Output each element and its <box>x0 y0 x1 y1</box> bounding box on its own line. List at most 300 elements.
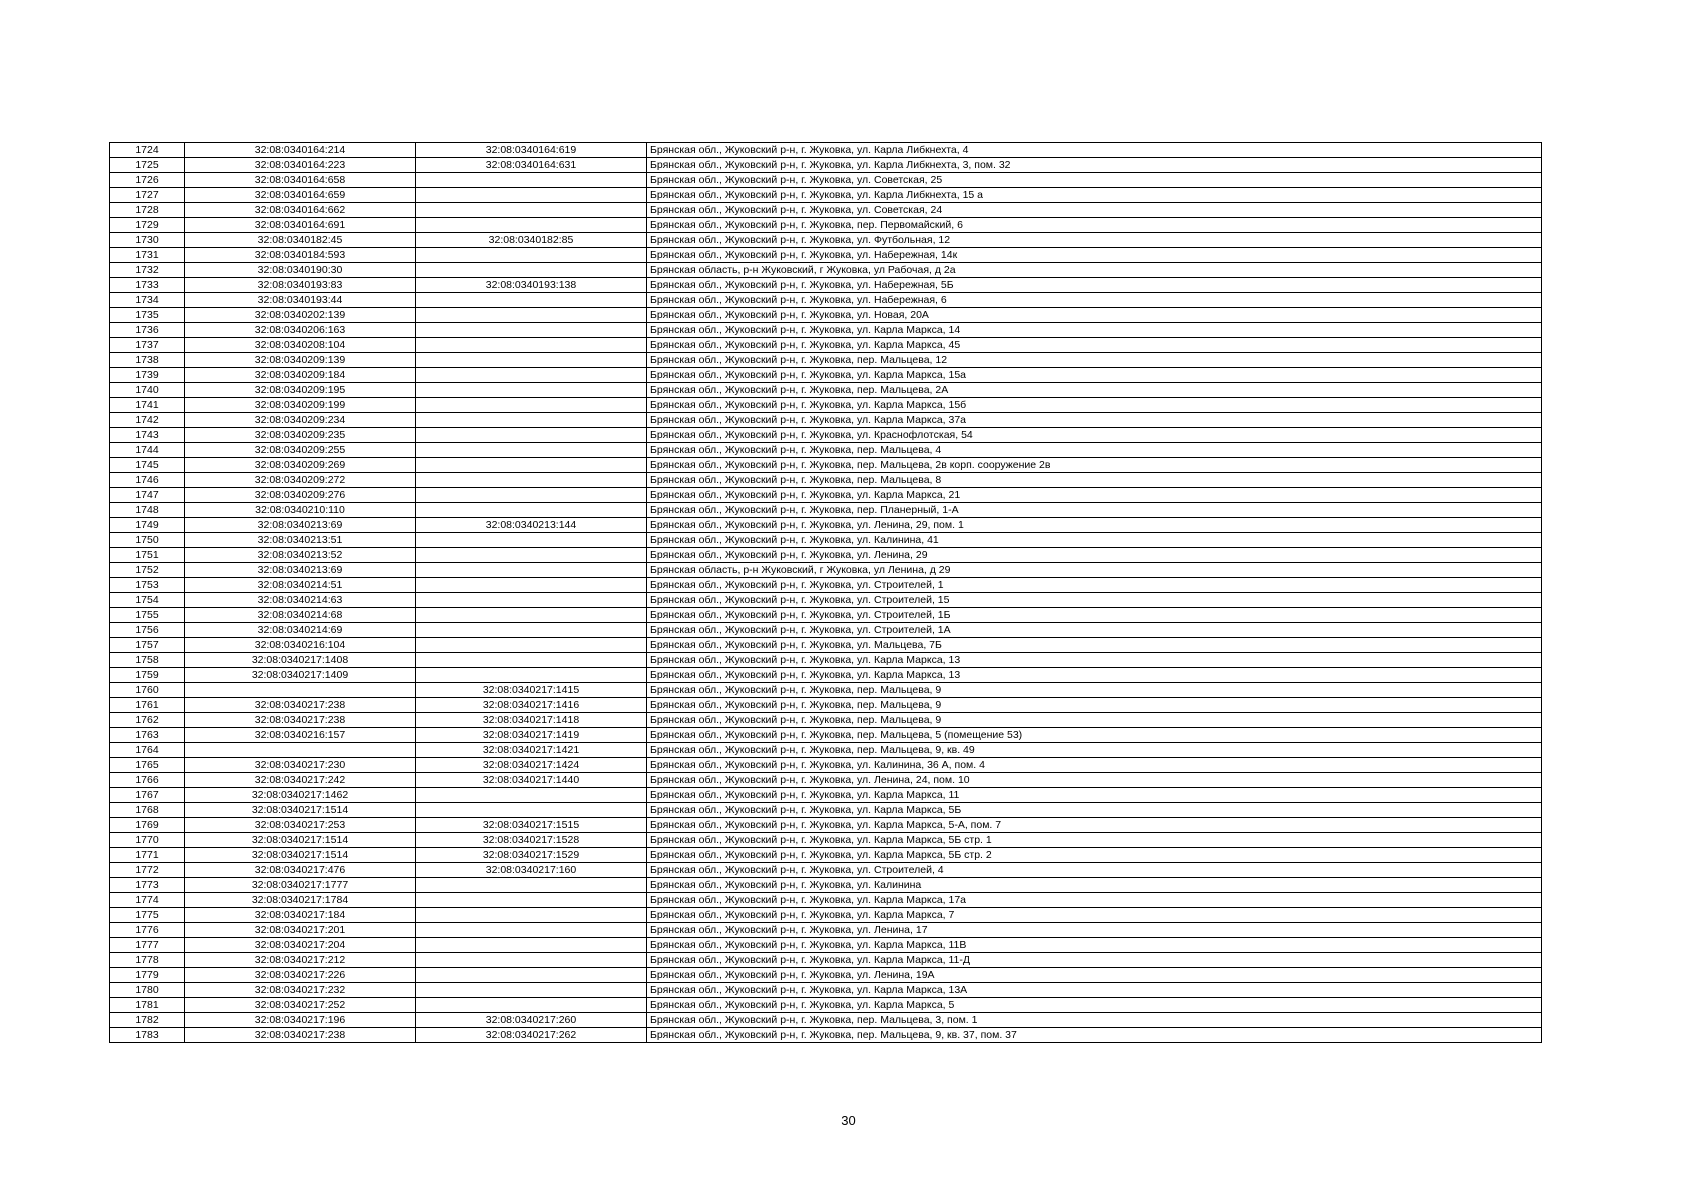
cadastral-number-cell: 32:08:0340164:214 <box>185 143 416 158</box>
table-row <box>110 548 1542 563</box>
row-number-cell: 1748 <box>110 503 185 518</box>
cadastral-number-cell: 32:08:0340209:234 <box>185 413 416 428</box>
cadastral-number-cell: 32:08:0340214:51 <box>185 578 416 593</box>
cadastral-number-cell: 32:08:0340193:83 <box>185 278 416 293</box>
address-cell: Брянская обл., Жуковский р-н, г. Жуковка, ул. Футбольная, 12 <box>647 233 1542 248</box>
object-number-cell: 32:08:0340217:1416 <box>416 698 647 713</box>
row-number-cell: 1768 <box>110 803 185 818</box>
table-row <box>110 1013 1542 1028</box>
row-number-cell: 1744 <box>110 443 185 458</box>
address-cell: Брянская область, р-н Жуковский, г Жуковка, ул Ленина, д 29 <box>647 563 1542 578</box>
object-number-cell <box>416 593 647 608</box>
row-number-cell: 1767 <box>110 788 185 803</box>
object-number-cell: 32:08:0340193:138 <box>416 278 647 293</box>
cadastral-number-cell: 32:08:0340217:238 <box>185 713 416 728</box>
cadastral-number-cell: 32:08:0340206:163 <box>185 323 416 338</box>
object-number-cell <box>416 263 647 278</box>
object-number-cell <box>416 668 647 683</box>
table-row <box>110 158 1542 173</box>
table-row <box>110 323 1542 338</box>
table-row <box>110 173 1542 188</box>
object-number-cell <box>416 413 647 428</box>
object-number-cell: 32:08:0340217:1415 <box>416 683 647 698</box>
table-row <box>110 953 1542 968</box>
row-number-cell: 1771 <box>110 848 185 863</box>
row-number-cell: 1754 <box>110 593 185 608</box>
row-number-cell: 1778 <box>110 953 185 968</box>
row-number-cell: 1755 <box>110 608 185 623</box>
cadastral-number-cell: 32:08:0340184:593 <box>185 248 416 263</box>
row-number-cell: 1766 <box>110 773 185 788</box>
object-number-cell <box>416 938 647 953</box>
table-row <box>110 728 1542 743</box>
object-number-cell <box>416 488 647 503</box>
object-number-cell <box>416 653 647 668</box>
row-number-cell: 1729 <box>110 218 185 233</box>
address-cell: Брянская обл., Жуковский р-н, г. Жуковка, пер. Мальцева, 9, кв. 37, пом. 37 <box>647 1028 1542 1043</box>
table-row <box>110 908 1542 923</box>
object-number-cell <box>416 788 647 803</box>
object-number-cell: 32:08:0340217:1424 <box>416 758 647 773</box>
row-number-cell: 1761 <box>110 698 185 713</box>
cadastral-number-cell <box>185 743 416 758</box>
table-row <box>110 848 1542 863</box>
table-row <box>110 443 1542 458</box>
address-cell: Брянская обл., Жуковский р-н, г. Жуковка, пер. Мальцева, 8 <box>647 473 1542 488</box>
table-row <box>110 188 1542 203</box>
address-cell: Брянская обл., Жуковский р-н, г. Жуковка, ул. Карла Маркса, 15б <box>647 398 1542 413</box>
table-row <box>110 683 1542 698</box>
cadastral-number-cell: 32:08:0340193:44 <box>185 293 416 308</box>
table-row <box>110 758 1542 773</box>
cadastral-number-cell: 32:08:0340209:235 <box>185 428 416 443</box>
object-number-cell <box>416 248 647 263</box>
cadastral-number-cell: 32:08:0340217:242 <box>185 773 416 788</box>
object-number-cell <box>416 293 647 308</box>
table-row <box>110 398 1542 413</box>
row-number-cell: 1769 <box>110 818 185 833</box>
row-number-cell: 1783 <box>110 1028 185 1043</box>
cadastral-number-cell: 32:08:0340213:51 <box>185 533 416 548</box>
table-row <box>110 878 1542 893</box>
address-cell: Брянская обл., Жуковский р-н, г. Жуковка, пер. Мальцева, 12 <box>647 353 1542 368</box>
object-number-cell <box>416 338 647 353</box>
table-row <box>110 308 1542 323</box>
row-number-cell: 1780 <box>110 983 185 998</box>
object-number-cell <box>416 473 647 488</box>
address-cell: Брянская обл., Жуковский р-н, г. Жуковка, ул. Карла Маркса, 37а <box>647 413 1542 428</box>
table-row <box>110 248 1542 263</box>
cadastral-number-cell: 32:08:0340209:255 <box>185 443 416 458</box>
address-cell: Брянская обл., Жуковский р-н, г. Жуковка, ул. Карла Маркса, 21 <box>647 488 1542 503</box>
cadastral-number-cell: 32:08:0340217:476 <box>185 863 416 878</box>
object-number-cell <box>416 398 647 413</box>
address-cell: Брянская обл., Жуковский р-н, г. Жуковка, ул. Ленина, 24, пом. 10 <box>647 773 1542 788</box>
row-number-cell: 1735 <box>110 308 185 323</box>
cadastral-number-cell: 32:08:0340217:238 <box>185 1028 416 1043</box>
address-cell: Брянская обл., Жуковский р-н, г. Жуковка, ул. Строителей, 1 <box>647 578 1542 593</box>
address-cell: Брянская обл., Жуковский р-н, г. Жуковка, ул. Советская, 25 <box>647 173 1542 188</box>
row-number-cell: 1762 <box>110 713 185 728</box>
table-row <box>110 413 1542 428</box>
row-number-cell: 1736 <box>110 323 185 338</box>
address-cell: Брянская обл., Жуковский р-н, г. Жуковка, ул. Карла Маркса, 15а <box>647 368 1542 383</box>
row-number-cell: 1728 <box>110 203 185 218</box>
row-number-cell: 1779 <box>110 968 185 983</box>
row-number-cell: 1739 <box>110 368 185 383</box>
table-row <box>110 143 1542 158</box>
row-number-cell: 1773 <box>110 878 185 893</box>
row-number-cell: 1737 <box>110 338 185 353</box>
row-number-cell: 1726 <box>110 173 185 188</box>
object-number-cell: 32:08:0340217:1515 <box>416 818 647 833</box>
cadastral-number-cell: 32:08:0340217:238 <box>185 698 416 713</box>
address-cell: Брянская обл., Жуковский р-н, г. Жуковка, ул. Калинина <box>647 878 1542 893</box>
row-number-cell: 1757 <box>110 638 185 653</box>
object-number-cell <box>416 608 647 623</box>
table-row <box>110 233 1542 248</box>
address-cell: Брянская обл., Жуковский р-н, г. Жуковка, ул. Ленина, 29, пом. 1 <box>647 518 1542 533</box>
object-number-cell: 32:08:0340217:260 <box>416 1013 647 1028</box>
address-cell: Брянская обл., Жуковский р-н, г. Жуковка, ул. Набережная, 6 <box>647 293 1542 308</box>
registry-table <box>109 142 1542 1043</box>
address-cell: Брянская обл., Жуковский р-н, г. Жуковка, пер. Мальцева, 3, пом. 1 <box>647 1013 1542 1028</box>
object-number-cell: 32:08:0340217:1419 <box>416 728 647 743</box>
object-number-cell <box>416 218 647 233</box>
cadastral-number-cell: 32:08:0340217:253 <box>185 818 416 833</box>
object-number-cell <box>416 458 647 473</box>
cadastral-number-cell: 32:08:0340214:68 <box>185 608 416 623</box>
table-row <box>110 788 1542 803</box>
address-cell: Брянская обл., Жуковский р-н, г. Жуковка, ул. Карла Маркса, 5Б стр. 1 <box>647 833 1542 848</box>
row-number-cell: 1746 <box>110 473 185 488</box>
object-number-cell <box>416 893 647 908</box>
cadastral-number-cell: 32:08:0340217:226 <box>185 968 416 983</box>
object-number-cell <box>416 203 647 218</box>
object-number-cell: 32:08:0340182:85 <box>416 233 647 248</box>
object-number-cell <box>416 308 647 323</box>
address-cell: Брянская обл., Жуковский р-н, г. Жуковка, ул. Карла Маркса, 13 <box>647 668 1542 683</box>
object-number-cell <box>416 983 647 998</box>
address-cell: Брянская обл., Жуковский р-н, г. Жуковка, пер. Первомайский, 6 <box>647 218 1542 233</box>
table-row <box>110 578 1542 593</box>
object-number-cell <box>416 968 647 983</box>
table-row <box>110 818 1542 833</box>
cadastral-number-cell: 32:08:0340210:110 <box>185 503 416 518</box>
cadastral-number-cell: 32:08:0340164:659 <box>185 188 416 203</box>
object-number-cell: 32:08:0340217:1529 <box>416 848 647 863</box>
table-row <box>110 203 1542 218</box>
address-cell: Брянская обл., Жуковский р-н, г. Жуковка, ул. Набережная, 5Б <box>647 278 1542 293</box>
row-number-cell: 1759 <box>110 668 185 683</box>
address-cell: Брянская обл., Жуковский р-н, г. Жуковка, пер. Мальцева, 2в корп. сооружение 2в <box>647 458 1542 473</box>
cadastral-number-cell: 32:08:0340209:276 <box>185 488 416 503</box>
row-number-cell: 1765 <box>110 758 185 773</box>
row-number-cell: 1774 <box>110 893 185 908</box>
address-cell: Брянская обл., Жуковский р-н, г. Жуковка, ул. Карла Либкнехта, 15 а <box>647 188 1542 203</box>
cadastral-number-cell: 32:08:0340213:69 <box>185 518 416 533</box>
row-number-cell: 1742 <box>110 413 185 428</box>
row-number-cell: 1733 <box>110 278 185 293</box>
row-number-cell: 1745 <box>110 458 185 473</box>
table-row <box>110 713 1542 728</box>
cadastral-number-cell: 32:08:0340217:1462 <box>185 788 416 803</box>
cadastral-number-cell: 32:08:0340164:662 <box>185 203 416 218</box>
address-cell: Брянская обл., Жуковский р-н, г. Жуковка, ул. Карла Маркса, 11-Д <box>647 953 1542 968</box>
cadastral-number-cell: 32:08:0340164:691 <box>185 218 416 233</box>
row-number-cell: 1730 <box>110 233 185 248</box>
object-number-cell <box>416 998 647 1013</box>
cadastral-number-cell: 32:08:0340213:69 <box>185 563 416 578</box>
object-number-cell <box>416 638 647 653</box>
table-row <box>110 473 1542 488</box>
table-body <box>110 143 1542 1043</box>
row-number-cell: 1764 <box>110 743 185 758</box>
cadastral-number-cell: 32:08:0340209:269 <box>185 458 416 473</box>
address-cell: Брянская обл., Жуковский р-н, г. Жуковка, ул. Карла Маркса, 45 <box>647 338 1542 353</box>
object-number-cell <box>416 908 647 923</box>
object-number-cell <box>416 578 647 593</box>
row-number-cell: 1753 <box>110 578 185 593</box>
row-number-cell: 1776 <box>110 923 185 938</box>
object-number-cell: 32:08:0340217:262 <box>416 1028 647 1043</box>
row-number-cell: 1725 <box>110 158 185 173</box>
object-number-cell: 32:08:0340164:619 <box>416 143 647 158</box>
table-row <box>110 1028 1542 1043</box>
row-number-cell: 1740 <box>110 383 185 398</box>
table-row <box>110 383 1542 398</box>
table-row <box>110 533 1542 548</box>
object-number-cell <box>416 503 647 518</box>
table-row <box>110 428 1542 443</box>
row-number-cell: 1743 <box>110 428 185 443</box>
address-cell: Брянская обл., Жуковский р-н, г. Жуковка, ул. Карла Либкнехта, 3, пом. 32 <box>647 158 1542 173</box>
cadastral-number-cell: 32:08:0340213:52 <box>185 548 416 563</box>
cadastral-number-cell: 32:08:0340217:1514 <box>185 833 416 848</box>
row-number-cell: 1782 <box>110 1013 185 1028</box>
cadastral-number-cell: 32:08:0340216:157 <box>185 728 416 743</box>
address-cell: Брянская обл., Жуковский р-н, г. Жуковка, пер. Мальцева, 4 <box>647 443 1542 458</box>
object-number-cell: 32:08:0340213:144 <box>416 518 647 533</box>
address-cell: Брянская обл., Жуковский р-н, г. Жуковка, ул. Карла Маркса, 5Б стр. 2 <box>647 848 1542 863</box>
cadastral-number-cell: 32:08:0340217:1408 <box>185 653 416 668</box>
table-row <box>110 293 1542 308</box>
table-row <box>110 743 1542 758</box>
cadastral-number-cell: 32:08:0340217:232 <box>185 983 416 998</box>
object-number-cell <box>416 368 647 383</box>
object-number-cell <box>416 533 647 548</box>
object-number-cell <box>416 188 647 203</box>
address-cell: Брянская обл., Жуковский р-н, г. Жуковка, ул. Ленина, 17 <box>647 923 1542 938</box>
page-number: 30 <box>841 1113 856 1128</box>
address-cell: Брянская обл., Жуковский р-н, г. Жуковка, ул. Ленина, 19А <box>647 968 1542 983</box>
row-number-cell: 1758 <box>110 653 185 668</box>
address-cell: Брянская обл., Жуковский р-н, г. Жуковка, ул. Карла Маркса, 5-А, пом. 7 <box>647 818 1542 833</box>
table-row <box>110 638 1542 653</box>
table-row <box>110 593 1542 608</box>
object-number-cell <box>416 548 647 563</box>
address-cell: Брянская обл., Жуковский р-н, г. Жуковка, пер. Мальцева, 9, кв. 49 <box>647 743 1542 758</box>
address-cell: Брянская обл., Жуковский р-н, г. Жуковка, пер. Мальцева, 9 <box>647 713 1542 728</box>
address-cell: Брянская обл., Жуковский р-н, г. Жуковка, ул. Карла Маркса, 17а <box>647 893 1542 908</box>
address-cell: Брянская обл., Жуковский р-н, г. Жуковка, пер. Мальцева, 5 (помещение 53) <box>647 728 1542 743</box>
object-number-cell <box>416 923 647 938</box>
cadastral-number-cell: 32:08:0340217:252 <box>185 998 416 1013</box>
cadastral-number-cell: 32:08:0340164:223 <box>185 158 416 173</box>
row-number-cell: 1775 <box>110 908 185 923</box>
table-row <box>110 518 1542 533</box>
address-cell: Брянская обл., Жуковский р-н, г. Жуковка, пер. Мальцева, 9 <box>647 683 1542 698</box>
address-cell: Брянская обл., Жуковский р-н, г. Жуковка, ул. Калинина, 36 А, пом. 4 <box>647 758 1542 773</box>
address-cell: Брянская обл., Жуковский р-н, г. Жуковка, ул. Строителей, 1Б <box>647 608 1542 623</box>
address-cell: Брянская обл., Жуковский р-н, г. Жуковка, ул. Карла Маркса, 13А <box>647 983 1542 998</box>
object-number-cell <box>416 173 647 188</box>
cadastral-number-cell: 32:08:0340217:212 <box>185 953 416 968</box>
address-cell: Брянская обл., Жуковский р-н, г. Жуковка, ул. Карла Маркса, 11 <box>647 788 1542 803</box>
row-number-cell: 1763 <box>110 728 185 743</box>
cadastral-number-cell: 32:08:0340217:1784 <box>185 893 416 908</box>
cadastral-number-cell: 32:08:0340209:195 <box>185 383 416 398</box>
object-number-cell <box>416 383 647 398</box>
cadastral-number-cell <box>185 683 416 698</box>
object-number-cell: 32:08:0340217:1421 <box>416 743 647 758</box>
address-cell: Брянская обл., Жуковский р-н, г. Жуковка, ул. Калинина, 41 <box>647 533 1542 548</box>
object-number-cell <box>416 563 647 578</box>
table-row <box>110 998 1542 1013</box>
cadastral-number-cell: 32:08:0340217:230 <box>185 758 416 773</box>
object-number-cell <box>416 953 647 968</box>
address-cell: Брянская обл., Жуковский р-н, г. Жуковка, ул. Карла Маркса, 11В <box>647 938 1542 953</box>
row-number-cell: 1751 <box>110 548 185 563</box>
cadastral-number-cell: 32:08:0340217:184 <box>185 908 416 923</box>
table-row <box>110 488 1542 503</box>
cadastral-number-cell: 32:08:0340217:196 <box>185 1013 416 1028</box>
table-row <box>110 218 1542 233</box>
address-cell: Брянская обл., Жуковский р-н, г. Жуковка, ул. Карла Маркса, 5 <box>647 998 1542 1013</box>
cadastral-number-cell: 32:08:0340208:104 <box>185 338 416 353</box>
address-cell: Брянская обл., Жуковский р-н, г. Жуковка, пер. Планерный, 1-А <box>647 503 1542 518</box>
address-cell: Брянская обл., Жуковский р-н, г. Жуковка, пер. Мальцева, 9 <box>647 698 1542 713</box>
address-cell: Брянская обл., Жуковский р-н, г. Жуковка, ул. Мальцева, 7Б <box>647 638 1542 653</box>
table-row <box>110 503 1542 518</box>
table-row <box>110 353 1542 368</box>
address-cell: Брянская обл., Жуковский р-н, г. Жуковка, пер. Мальцева, 2А <box>647 383 1542 398</box>
object-number-cell <box>416 353 647 368</box>
row-number-cell: 1756 <box>110 623 185 638</box>
row-number-cell: 1738 <box>110 353 185 368</box>
address-cell: Брянская обл., Жуковский р-н, г. Жуковка, ул. Строителей, 15 <box>647 593 1542 608</box>
address-cell: Брянская обл., Жуковский р-н, г. Жуковка, ул. Набережная, 14к <box>647 248 1542 263</box>
address-cell: Брянская обл., Жуковский р-н, г. Жуковка, ул. Карла Маркса, 7 <box>647 908 1542 923</box>
row-number-cell: 1727 <box>110 188 185 203</box>
address-cell: Брянская обл., Жуковский р-н, г. Жуковка, ул. Карла Либкнехта, 4 <box>647 143 1542 158</box>
row-number-cell: 1741 <box>110 398 185 413</box>
table-row <box>110 938 1542 953</box>
cadastral-number-cell: 32:08:0340182:45 <box>185 233 416 248</box>
row-number-cell: 1772 <box>110 863 185 878</box>
cadastral-number-cell: 32:08:0340217:204 <box>185 938 416 953</box>
address-cell: Брянская обл., Жуковский р-н, г. Жуковка, ул. Ленина, 29 <box>647 548 1542 563</box>
address-cell: Брянская обл., Жуковский р-н, г. Жуковка, ул. Карла Маркса, 13 <box>647 653 1542 668</box>
row-number-cell: 1749 <box>110 518 185 533</box>
table-row <box>110 623 1542 638</box>
cadastral-number-cell: 32:08:0340209:184 <box>185 368 416 383</box>
object-number-cell: 32:08:0340164:631 <box>416 158 647 173</box>
cadastral-number-cell: 32:08:0340209:199 <box>185 398 416 413</box>
object-number-cell <box>416 323 647 338</box>
cadastral-number-cell: 32:08:0340217:1514 <box>185 803 416 818</box>
row-number-cell: 1747 <box>110 488 185 503</box>
row-number-cell: 1734 <box>110 293 185 308</box>
object-number-cell <box>416 443 647 458</box>
table-row <box>110 668 1542 683</box>
table-row <box>110 698 1542 713</box>
cadastral-number-cell: 32:08:0340190:30 <box>185 263 416 278</box>
object-number-cell <box>416 428 647 443</box>
address-cell: Брянская обл., Жуковский р-н, г. Жуковка, ул. Краснофлотская, 54 <box>647 428 1542 443</box>
row-number-cell: 1732 <box>110 263 185 278</box>
row-number-cell: 1777 <box>110 938 185 953</box>
table-row <box>110 923 1542 938</box>
address-cell: Брянская обл., Жуковский р-н, г. Жуковка, ул. Советская, 24 <box>647 203 1542 218</box>
address-cell: Брянская обл., Жуковский р-н, г. Жуковка, ул. Строителей, 1А <box>647 623 1542 638</box>
table-row <box>110 863 1542 878</box>
table-row <box>110 968 1542 983</box>
table-row <box>110 458 1542 473</box>
table-row <box>110 653 1542 668</box>
object-number-cell: 32:08:0340217:160 <box>416 863 647 878</box>
table-row <box>110 563 1542 578</box>
row-number-cell: 1724 <box>110 143 185 158</box>
address-cell: Брянская обл., Жуковский р-н, г. Жуковка, ул. Новая, 20А <box>647 308 1542 323</box>
cadastral-number-cell: 32:08:0340214:63 <box>185 593 416 608</box>
object-number-cell <box>416 623 647 638</box>
table-row <box>110 368 1542 383</box>
address-cell: Брянская обл., Жуковский р-н, г. Жуковка, ул. Строителей, 4 <box>647 863 1542 878</box>
address-cell: Брянская область, р-н Жуковский, г Жуковка, ул Рабочая, д 2а <box>647 263 1542 278</box>
cadastral-number-cell: 32:08:0340216:104 <box>185 638 416 653</box>
row-number-cell: 1781 <box>110 998 185 1013</box>
address-cell: Брянская обл., Жуковский р-н, г. Жуковка, ул. Карла Маркса, 14 <box>647 323 1542 338</box>
table-row <box>110 773 1542 788</box>
row-number-cell: 1760 <box>110 683 185 698</box>
cadastral-number-cell: 32:08:0340217:201 <box>185 923 416 938</box>
cadastral-number-cell: 32:08:0340217:1514 <box>185 848 416 863</box>
cadastral-number-cell: 32:08:0340209:139 <box>185 353 416 368</box>
table-row <box>110 803 1542 818</box>
object-number-cell: 32:08:0340217:1528 <box>416 833 647 848</box>
row-number-cell: 1750 <box>110 533 185 548</box>
cadastral-number-cell: 32:08:0340217:1409 <box>185 668 416 683</box>
cadastral-number-cell: 32:08:0340164:658 <box>185 173 416 188</box>
cadastral-number-cell: 32:08:0340202:139 <box>185 308 416 323</box>
table-row <box>110 263 1542 278</box>
object-number-cell: 32:08:0340217:1418 <box>416 713 647 728</box>
row-number-cell: 1752 <box>110 563 185 578</box>
row-number-cell: 1731 <box>110 248 185 263</box>
cadastral-number-cell: 32:08:0340209:272 <box>185 473 416 488</box>
row-number-cell: 1770 <box>110 833 185 848</box>
table-row <box>110 833 1542 848</box>
object-number-cell: 32:08:0340217:1440 <box>416 773 647 788</box>
address-cell: Брянская обл., Жуковский р-н, г. Жуковка, ул. Карла Маркса, 5Б <box>647 803 1542 818</box>
table-row <box>110 608 1542 623</box>
cadastral-number-cell: 32:08:0340214:69 <box>185 623 416 638</box>
table-row <box>110 278 1542 293</box>
cadastral-number-cell: 32:08:0340217:1777 <box>185 878 416 893</box>
object-number-cell <box>416 803 647 818</box>
table-row <box>110 983 1542 998</box>
